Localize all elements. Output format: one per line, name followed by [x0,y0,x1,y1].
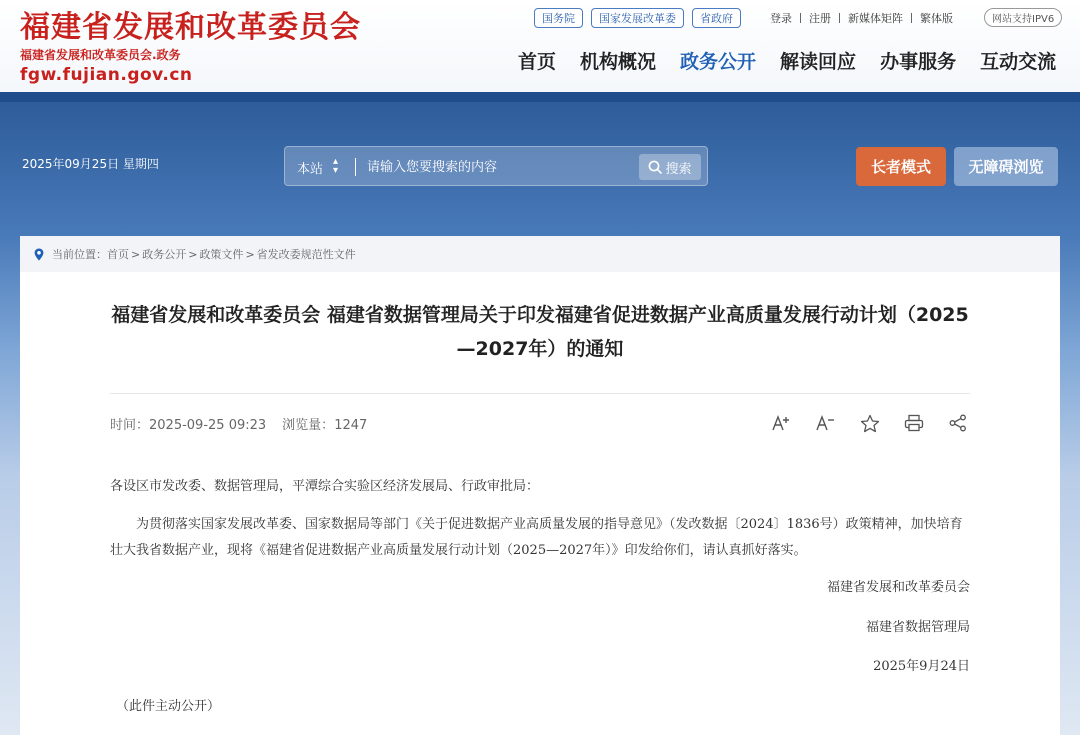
article-body [110,474,970,564]
nav-services[interactable]: 办事服务 [880,51,957,73]
public-note: （此件主动公开） [116,699,221,714]
divider [800,13,801,23]
title-divider [110,393,970,394]
nav-about[interactable]: 机构概况 [580,51,657,73]
body-paragraph: 为贯彻落实国家发展改革委、国家数据局等部门《关于促进数据产业高质量发展的指导意见》（发改数据〔2024〕1836号）政策精神，加快培育壮大我省数据产业，现将《福建省促进数据产业高质量发展行动计划（2025—2027年）》印发给你们，请认真抓好落实。 [110,517,963,558]
new-media-link[interactable]: 新媒体矩阵 [848,12,903,25]
chevron-right-icon: > [131,247,141,261]
star-icon[interactable] [858,412,882,434]
register-link[interactable]: 注册 [809,12,831,25]
login-link[interactable]: 登录 [770,12,792,25]
site-name: 福建省发展和改革委员会 [20,10,361,45]
breadcrumb-home[interactable]: 首页 [107,248,129,261]
view-count: 浏览量：1247 [282,418,368,433]
site-logo[interactable] [20,8,361,85]
article-title: 福建省发展和改革委员会 福建省数据管理局关于印发福建省促进数据产业高质量发展行动计划（2025—2027年）的通知 [111,304,969,360]
article-tools [770,412,970,434]
breadcrumb-normative-docs[interactable]: 省发改委规范性文件 [256,248,356,261]
font-increase-icon[interactable] [770,412,794,434]
search-bar [284,146,708,186]
ipv6-badge: 网站支持IPV6 [984,8,1062,27]
divider [839,13,840,23]
search-button-label: 搜索 [665,161,692,177]
elder-mode-button[interactable]: 长者模式 [856,147,946,186]
main-nav [518,47,1056,74]
divider [911,13,912,23]
breadcrumb [20,236,1060,272]
chevron-right-icon: > [245,247,255,261]
article-meta [110,414,367,433]
location-pin-icon [34,248,44,261]
chevron-right-icon: > [188,247,198,261]
nav-home[interactable]: 首页 [518,51,557,73]
search-icon [648,160,662,174]
accessible-browse-button[interactable]: 无障碍浏览 [954,147,1058,186]
top-tags [534,8,741,28]
breadcrumb-gov-affairs[interactable]: 政务公开 [142,248,187,261]
salutation: 各设区市发改委、数据管理局，平潭综合实验区经济发展局、行政审批局： [110,479,540,494]
sort-arrows-icon[interactable]: ▴ ▾ [333,156,339,176]
search-input[interactable] [367,155,627,179]
site-subtitle: 福建省发展和改革委员会.政务 [20,48,181,62]
search-scope-select[interactable]: 本站 [297,162,324,177]
top-links [770,10,953,26]
signer-data-bureau: 福建省数据管理局 [865,620,970,635]
tag-provincial-gov[interactable]: 省政府 [692,8,741,28]
divider [355,158,356,176]
signer-ndrc: 福建省发展和改革委员会 [826,580,970,595]
site-header [0,0,1080,92]
tag-ndrc[interactable]: 国家发展改革委 [591,8,684,28]
traditional-chinese-link[interactable]: 繁体版 [920,12,953,25]
share-icon[interactable] [946,412,970,434]
nav-interpretation[interactable]: 解读回应 [780,51,857,73]
breadcrumb-prefix: 当前位置： [52,248,107,261]
print-icon[interactable] [902,412,926,434]
font-decrease-icon[interactable] [814,412,838,434]
site-domain: fgw.fujian.gov.cn [20,65,193,85]
nav-interaction[interactable]: 互动交流 [980,51,1057,73]
signing-date: 2025年9月24日 [873,659,970,674]
nav-gov-affairs[interactable]: 政务公开 [680,51,757,73]
breadcrumb-policy-docs[interactable]: 政策文件 [199,248,244,261]
search-button[interactable] [639,154,701,180]
publish-time: 时间：2025-09-25 09:23 [110,418,267,433]
tag-state-council[interactable]: 国务院 [534,8,583,28]
content-panel [20,236,1060,735]
current-date: 2025年09月25日 星期四 [22,157,159,171]
